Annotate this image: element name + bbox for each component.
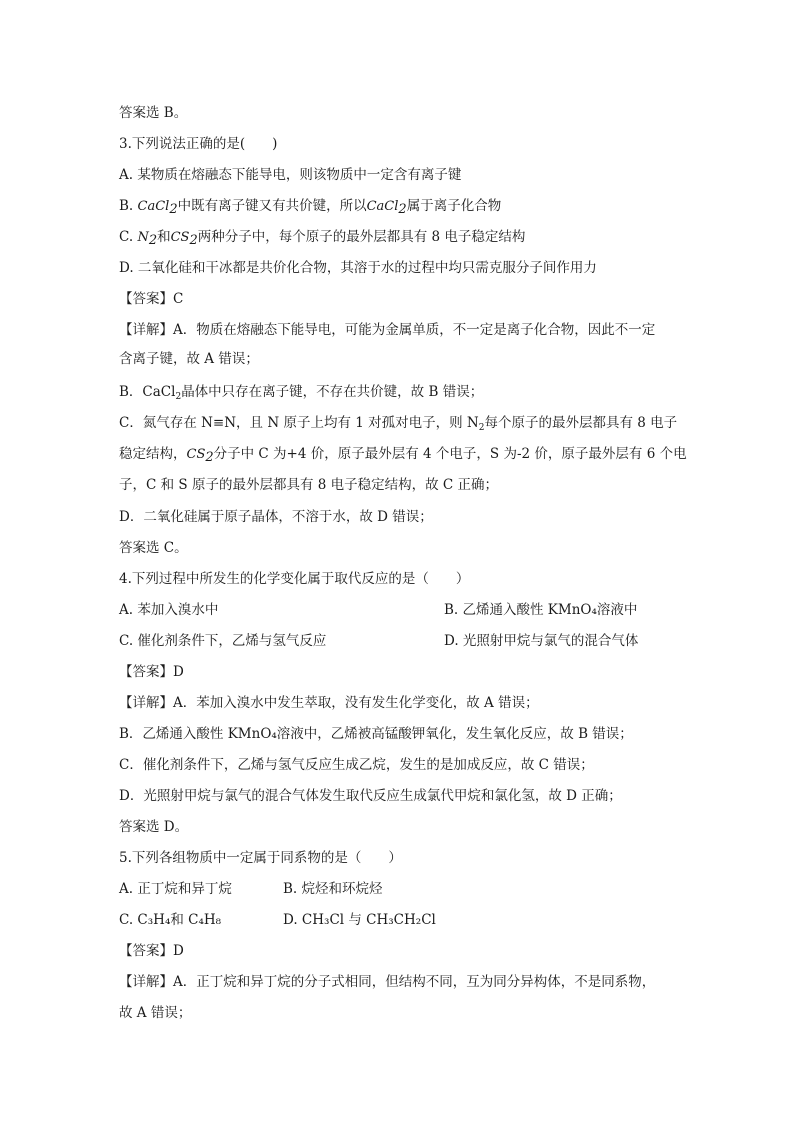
q3-explanation-1b: 含离子键，故 A 错误；: [119, 351, 259, 367]
q4-final: 答案选 D。: [119, 819, 189, 835]
q5-option-b: B. 烷烃和环烷烃: [283, 881, 383, 897]
q5-option-a: A. 正丁烷和异丁烷: [119, 881, 232, 897]
q5-explanation-1a: 【详解】A．正丁烷和异丁烷的分子式相同，但结构不同，互为同分异构体，不是同系物，: [119, 974, 656, 990]
q5-explanation-1b: 故 A 错误；: [119, 1005, 192, 1021]
q4-option-b: B. 乙烯通入酸性 KMnO₄溶液中: [444, 602, 638, 618]
q3-explanation-3b: 稳定结构，$CS_2$分子中 C 为+4 价，原子最外层有 4 个电子，S 为-2 价，原子最外层有 6 个电: [119, 446, 687, 465]
q3-option-b: B. CaCl$_2$中既有离子键又有共价键，所以CaCl$_2$属于离子化合物: [119, 198, 502, 217]
q3-explanation-3a: C．氮气存在 N≡N，且 N 原子上均有 1 对孤对电子，则 $N_2$每个原子的最外层都具有 8 电子: [119, 415, 678, 433]
q5-answer: 【答案】D: [119, 943, 184, 959]
q3-explanation-3c: 子，C 和 S 原子的最外层都具有 8 电子稳定结构，故 C 正确；: [119, 477, 499, 493]
q5-option-d: D. CH₃Cl 与 CH₃CH₂Cl: [283, 912, 436, 928]
q4-stem: 4.下列过程中所发生的化学变化属于取代反应的是（ ）: [119, 571, 470, 587]
q3-explanation-1a: 【详解】A．物质在熔融态下能导电，可能为金属单质，不一定是离子化合物，因此不一定: [119, 322, 656, 338]
answer-line: 答案选 B。: [119, 105, 188, 121]
q3-option-c: C. $N_2$和$CS_2$两种分子中，每个原子的最外层都具有 8 电子稳定结构: [119, 229, 526, 248]
q4-option-a: A. 苯加入溴水中: [119, 602, 219, 618]
q4-explanation-3: C．催化剂条件下，乙烯与氢气反应生成乙烷，发生的是加成反应，故 C 错误；: [119, 757, 594, 773]
q4-explanation-1: 【详解】A．苯加入溴水中发生萃取，没有发生化学变化，故 A 错误；: [119, 695, 539, 711]
q3-answer: 【答案】C: [119, 291, 184, 307]
q3-option-d: D. 二氧化硅和干冰都是共价化合物，其溶于水的过程中均只需克服分子间作用力: [119, 260, 597, 276]
q4-explanation-4: D．光照射甲烷与氯气的混合气体发生取代反应生成氯代甲烷和氯化氢，故 D 正确；: [119, 788, 622, 804]
q3-explanation-2: B．CaCl$_2$晶体中只存在离子键，不存在共价键，故 B 错误；: [119, 384, 484, 402]
q3-final: 答案选 C。: [119, 540, 188, 556]
q5-stem: 5.下列各组物质中一定属于同系物的是（ ）: [119, 850, 402, 866]
q3-explanation-4: D．二氧化硅属于原子晶体，不溶于水，故 D 错误；: [119, 509, 433, 525]
q4-explanation-2: B．乙烯通入酸性 KMnO₄溶液中，乙烯被高锰酸钾氧化，发生氧化反应，故 B 错误；: [119, 726, 633, 742]
q4-option-c: C. 催化剂条件下，乙烯与氢气反应: [119, 633, 327, 649]
q4-answer: 【答案】D: [119, 664, 184, 680]
q5-option-c: C. C₃H₄和 C₄H₈: [119, 912, 222, 928]
q3-stem: 3.下列说法正确的是( ): [119, 136, 278, 152]
q4-option-d: D. 光照射甲烷与氯气的混合气体: [444, 633, 639, 649]
q3-option-a: A. 某物质在熔融态下能导电，则该物质中一定含有离子键: [119, 167, 462, 183]
